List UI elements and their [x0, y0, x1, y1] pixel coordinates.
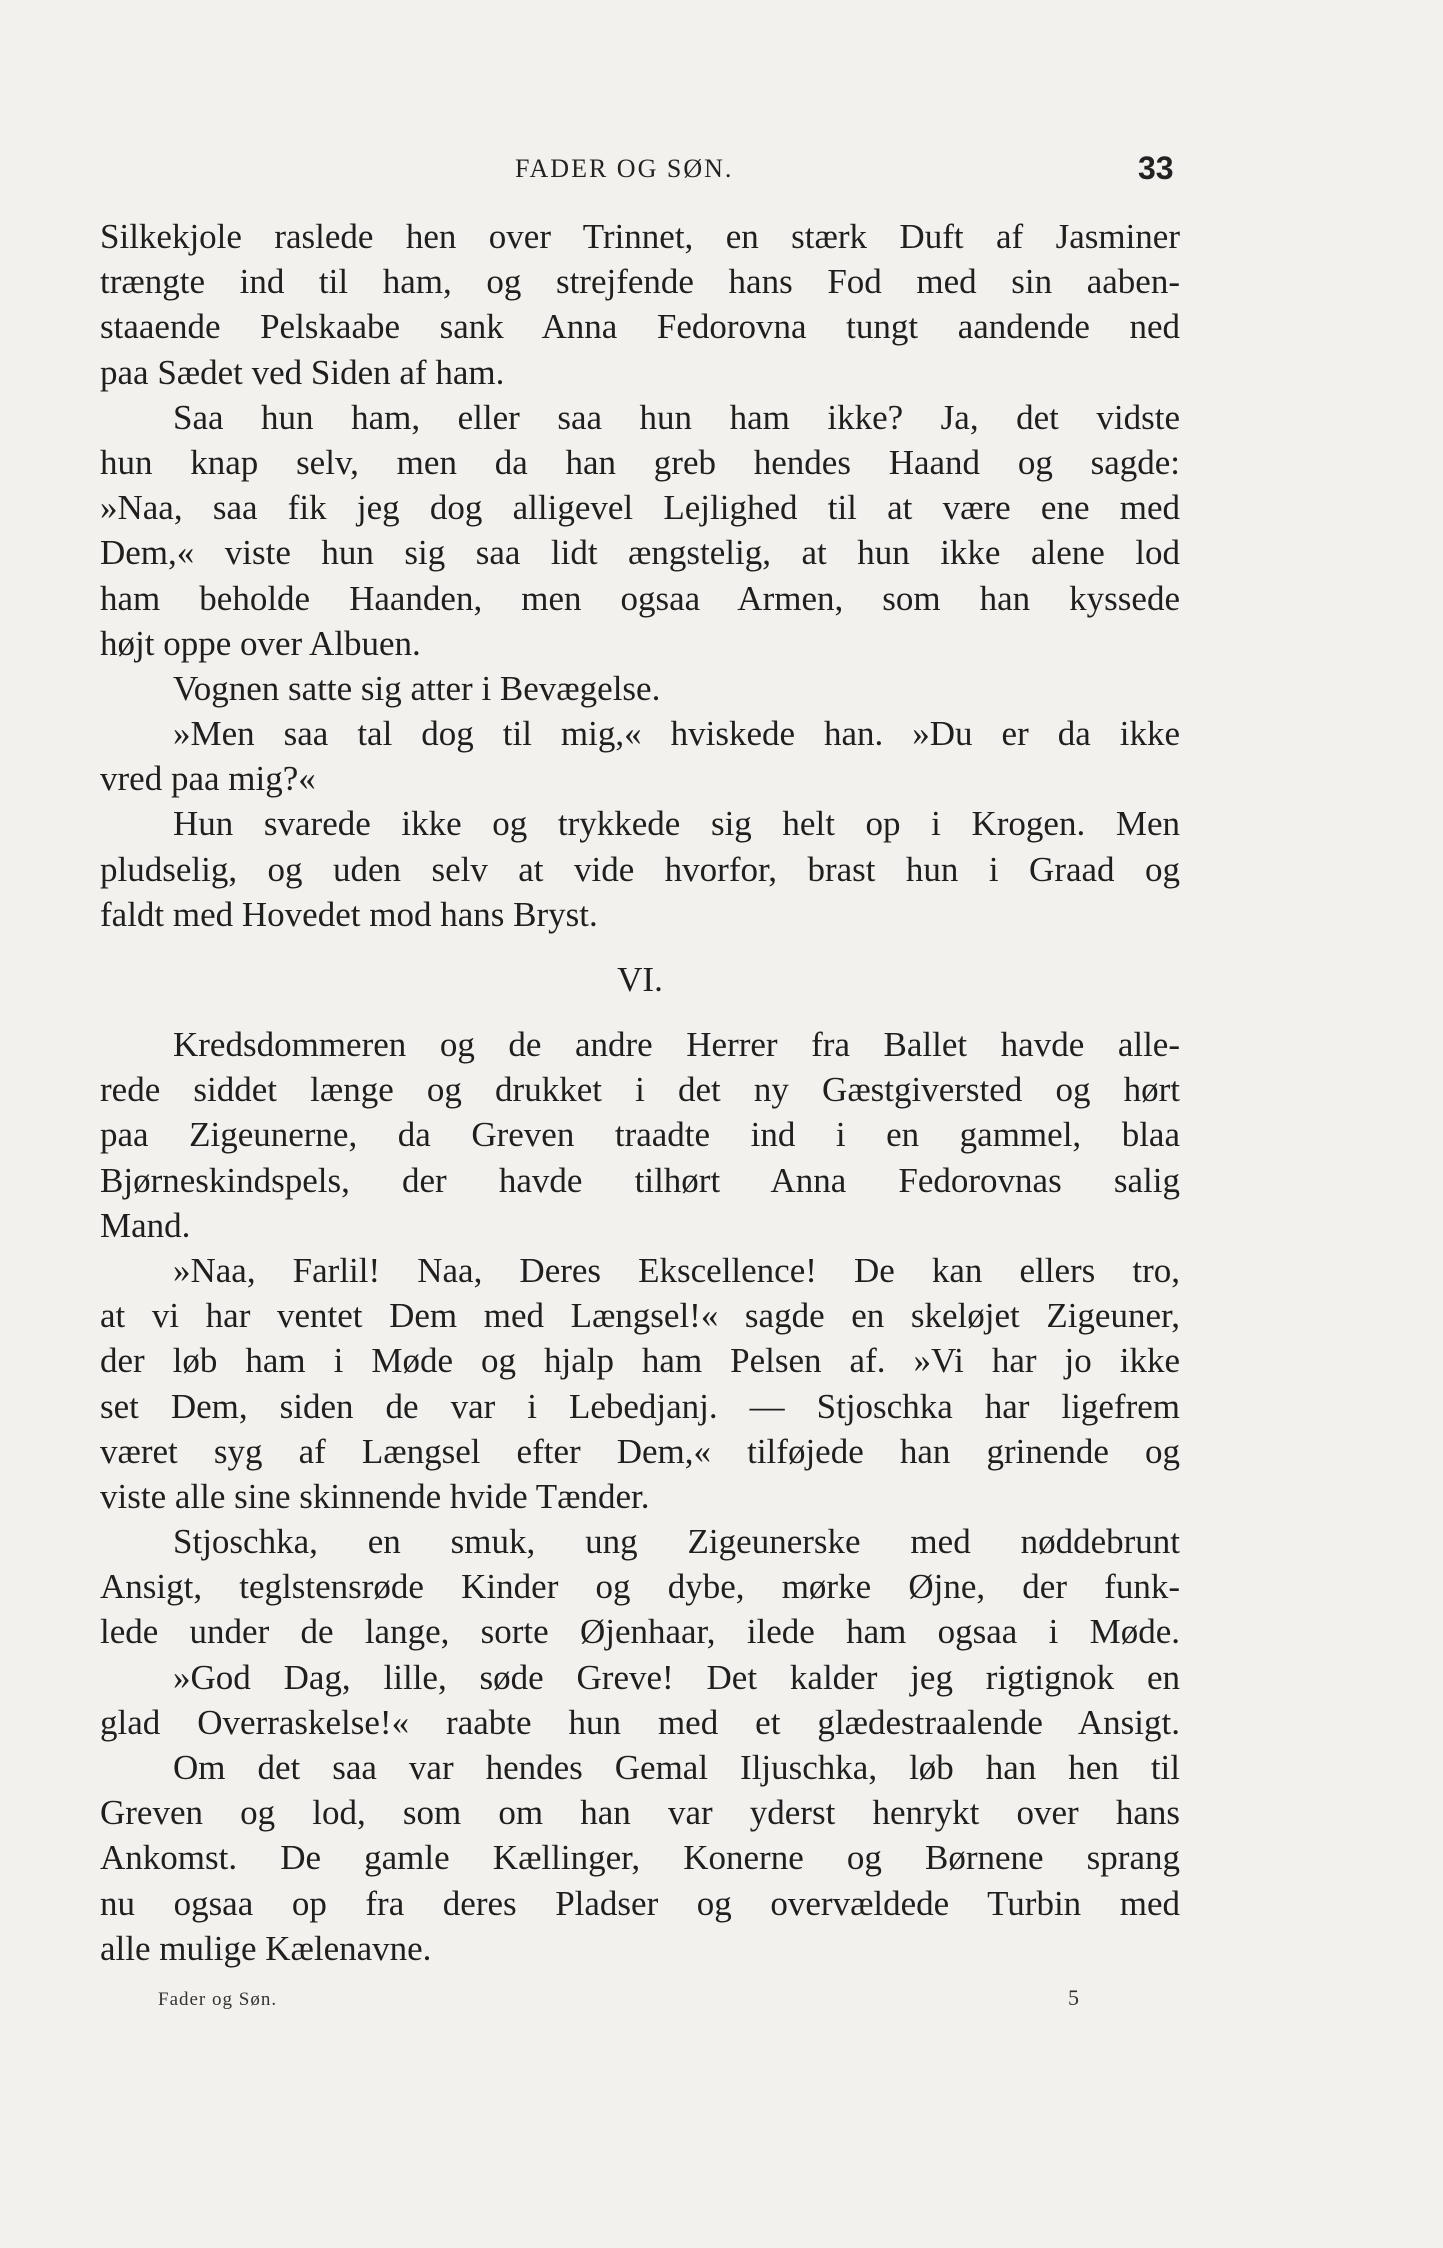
text-line: at vi har ventet Dem med Længsel!« sagde en skeløjet Zigeuner, — [100, 1296, 1180, 1336]
signature-mark: Fader og Søn. — [158, 1989, 278, 2010]
text-line: vred paa mig?« — [100, 759, 316, 799]
text-line: Saa hun ham, eller saa hun ham ikke? Ja, det vidste — [173, 397, 1180, 437]
running-head — [0, 150, 1443, 190]
text-line: hun knap selv, men da han greb hendes Haand og sagde: — [100, 442, 1180, 482]
text-line: højt oppe over Albuen. — [100, 623, 421, 663]
text-line: set Dem, siden de var i Lebedjanj. — Stjoschka har ligefrem — [100, 1386, 1180, 1426]
text-line: Bjørneskindspels, der havde tilhørt Anna Fedorovnas salig — [100, 1160, 1180, 1200]
running-title: FADER OG SØN. — [515, 154, 734, 183]
text-line: alle mulige Kælenavne. — [100, 1928, 432, 1968]
text-line: Vognen satte sig atter i Bevægelse. — [173, 668, 661, 708]
text-line: pludselig, og uden selv at vide hvorfor, brast hun i Graad og — [100, 849, 1180, 889]
text-line: paa Sædet ved Siden af ham. — [100, 352, 505, 392]
page-number: 33 — [1138, 150, 1174, 186]
text-line: der løb ham i Møde og hjalp ham Pelsen af. »Vi har jo ikke — [100, 1341, 1180, 1381]
text-line: staaende Pelskaabe sank Anna Fedorovna tungt aandende ned — [100, 307, 1180, 347]
chapter-heading: VI. — [617, 960, 663, 999]
text-line: paa Zigeunerne, da Greven traadte ind i en gammel, blaa — [100, 1115, 1180, 1155]
text-line: Hun svarede ikke og trykkede sig helt op i Krogen. Men — [173, 804, 1180, 844]
text-line: nu ogsaa op fra deres Pladser og overvældede Turbin med — [100, 1883, 1180, 1923]
text-line: glad Overraskelse!« raabte hun med et glædestraalende Ansigt. — [100, 1702, 1180, 1742]
body-text — [100, 214, 1180, 1971]
text-line: Silkekjole raslede hen over Trinnet, en stærk Duft af Jasminer — [100, 217, 1180, 256]
text-line: rede siddet længe og drukket i det ny Gæstgiversted og hørt — [100, 1070, 1180, 1110]
text-line: Greven og lod, som om han var yderst henrykt over hans — [100, 1793, 1180, 1833]
text-line: Om det saa var hendes Gemal Iljuschka, løb han hen til — [173, 1748, 1180, 1787]
text-line: »Naa, Farlil! Naa, Deres Ekscellence! De kan ellers tro, — [173, 1250, 1180, 1290]
text-line: Ankomst. De gamle Kællinger, Konerne og Børnene sprang — [100, 1838, 1180, 1878]
text-line: »God Dag, lille, søde Greve! Det kalder jeg rigtignok en — [173, 1657, 1180, 1697]
text-line: Stjoschka, en smuk, ung Zigeunerske med nøddebrunt — [173, 1522, 1180, 1562]
text-line: »Naa, saa fik jeg dog alligevel Lejlighed til at være ene med — [100, 488, 1180, 528]
page-footer — [0, 1985, 1443, 2015]
text-line: været syg af Længsel efter Dem,« tilføjede han grinende og — [100, 1431, 1180, 1471]
text-line: Ansigt, teglstensrøde Kinder og dybe, mørke Øjne, der funk- — [100, 1567, 1180, 1607]
text-line: Kredsdommeren og de andre Herrer fra Ballet havde alle- — [173, 1025, 1180, 1064]
text-line: trængte ind til ham, og strejfende hans Fod med sin aaben- — [100, 262, 1180, 302]
text-line: viste alle sine skinnende hvide Tænder. — [100, 1476, 650, 1516]
text-line: lede under de lange, sorte Øjenhaar, ilede ham ogsaa i Møde. — [100, 1612, 1180, 1652]
text-line: ham beholde Haanden, men ogsaa Armen, som han kyssede — [100, 578, 1180, 618]
text-line: Mand. — [100, 1205, 191, 1245]
text-line: Dem,« viste hun sig saa lidt ængstelig, at hun ikke alene lod — [100, 533, 1180, 573]
sheet-number: 5 — [1068, 1985, 1079, 2010]
text-line: »Men saa tal dog til mig,« hviskede han. »Du er da ikke — [173, 714, 1180, 754]
text-line: faldt med Hovedet mod hans Bryst. — [100, 894, 598, 934]
